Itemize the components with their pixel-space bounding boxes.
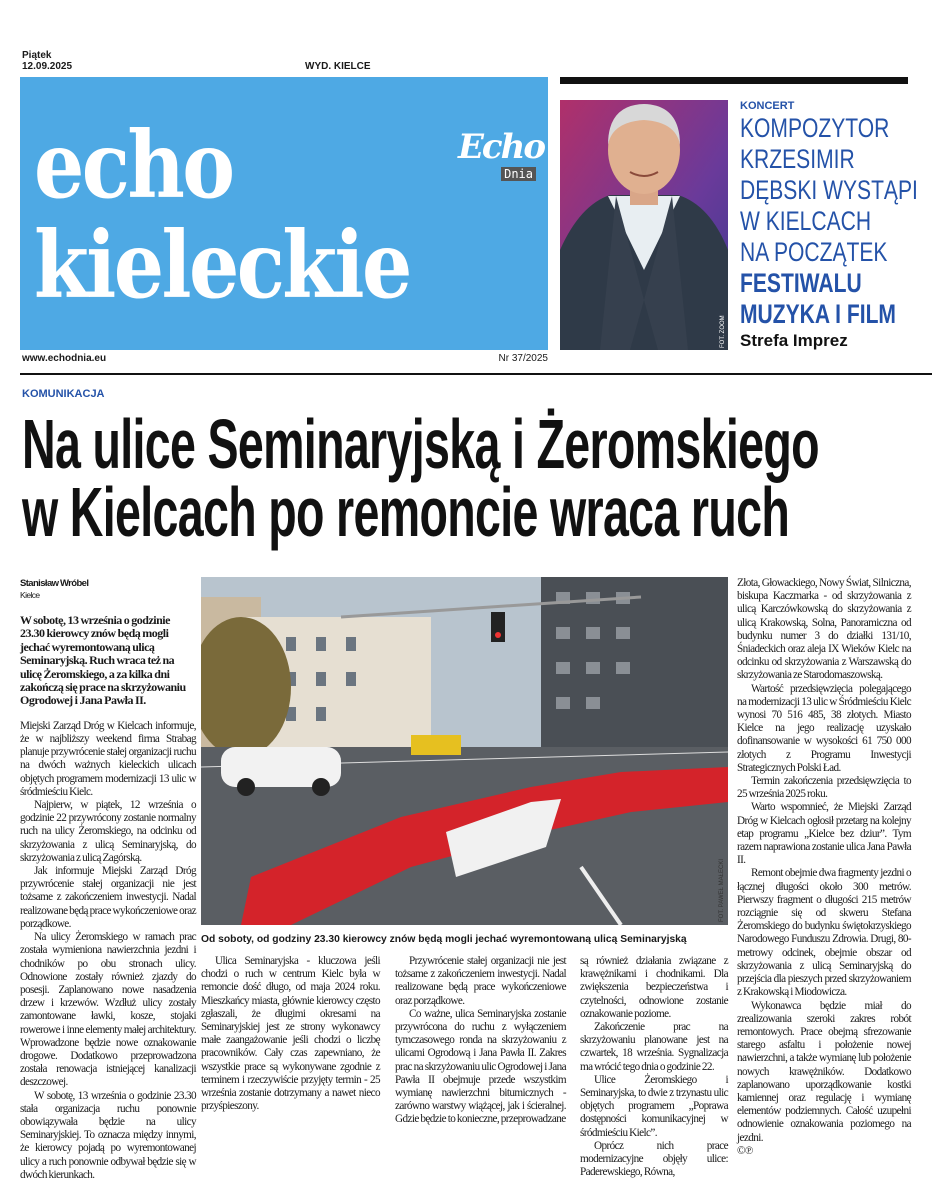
article-paragraph: Miejski Zarząd Dróg w Kielcach informuje, że w najbliższy weekend firma Strabag planuje przywrócenie stałej organizacji ruchu na dwóch ważnych kieleckich ulicach objętych programem modernizacji 13 ulic w śródmieściu Kielc.	[20, 719, 196, 798]
divider	[20, 373, 932, 375]
promo-headline-line: NA POCZĄTEK	[740, 237, 888, 267]
article-paragraph: Zakończenie prac na skrzyżowaniu planowane jest na czwartek, 18 września. Sygnalizacja ma wrócić tego dnia o godzinie 22.	[580, 1021, 728, 1073]
article-headline	[22, 405, 887, 551]
article-column-1	[20, 578, 196, 1182]
composer-photo	[560, 100, 728, 350]
article-column-5	[737, 577, 911, 1158]
article-paragraph: Remont obejmie dwa fragmenty jezdni o łącznej długości około 300 metrów. Pierwszy fragment o długości 215 metrów rozciągnie się od skweru Stefana Żeromskiego do budynku świętokrzyskiego Narodowego Funduszu Zdrowia. Drugi, 80-metrowy odcinek, obejmie obszar od skrzyżowania z ulicą Seminaryjską do przejścia dla pieszych przed skrzyżowaniem z Krakowską i Miodowicza.	[737, 867, 911, 999]
article-paragraph: ©℗	[737, 1144, 753, 1157]
promo-section: Strefa Imprez	[740, 331, 848, 350]
promo-headline-bold-line: MUZYKA I FILM	[740, 299, 896, 329]
weekday: Piątek	[22, 50, 52, 61]
article-column-3	[395, 955, 566, 1127]
article-paragraph: Ulica Seminaryjska - kluczowa jeśli chodzi o ruch w centrum Kielc była w remoncie dość długo, od maja 2024 roku. Mieszkańcy miasta, głównie kierowcy często zgłaszali, że długimi okresami na Seminaryjskiej jest ze strony wykonawcy małe zaangażowanie jeśli chodzi o liczbę pracowników. Cały czas zapewniano, że wszystkie prace są wykonywane zgodnie z terminem i rzeczywiście przyjęty termin - 25 września zostanie dotrzymany a nawet nieco przyśpieszony.	[201, 955, 380, 1113]
logo-word: Echo	[458, 127, 545, 167]
issue-number: Nr 37/2025	[498, 353, 548, 364]
website-link[interactable]: www.echodnia.eu	[22, 353, 107, 364]
author-name: Stanisław Wróbel	[20, 578, 89, 589]
issue-date	[22, 50, 72, 72]
echo-dnia-logo	[458, 127, 545, 185]
concert-teaser[interactable]	[740, 100, 918, 351]
article-paragraph: W sobotę, 13 września o godzinie 23.30 stała organizacja ruchu ponownie obowiązywała będzie na ulicy Seminaryjskiej. To oznacza między innymi, że kierowcy pojadą po wyremontowanej ulicy a ruch ponownie odbywał będzie się w dwóch kierunkach.	[20, 1089, 196, 1181]
promo-headline-bold-line: FESTIWALU	[740, 268, 862, 298]
edition-label: WYD. KIELCE	[305, 61, 371, 72]
promo-headline-line: W KIELCACH	[740, 206, 872, 236]
article-paragraph: Oprócz nich prace modernizacyjne objęły ulice: Paderewskiego, Równa,	[580, 1139, 728, 1179]
top-rule	[560, 77, 908, 84]
masthead-word-echo: echo	[34, 111, 233, 219]
article-paragraph: Najpierw, w piątek, 12 września o godzinie 22 przywrócony zostanie normalny ruch na ulicy Żeromskiego, na odcinku od skrzyżowania z ulicą Seminaryjską, do skrzyżowania z ulicą Zagórską.	[20, 799, 196, 864]
date: 12.09.2025	[22, 61, 73, 72]
logo-sub: Dnia	[501, 167, 536, 181]
masthead	[20, 77, 548, 350]
headline-line: w Kielcach po remoncie wraca ruch	[22, 473, 790, 551]
article-paragraph: Jak informuje Miejski Zarząd Dróg przywrócenie stałej organizacji nie jest tożsame z zakończeniem inwestycji. Nadal realizowane będą prace wykończeniowe oraz porządkowe.	[20, 865, 196, 930]
photo-caption: Od soboty, od godziny 23.30 kierowcy znów będą mogli jechać wyremontowaną ulicą Seminaryjską	[201, 934, 687, 945]
article-lead: W sobotę, 13 września o godzinie 23.30 kierowcy znów będą mogli jechać wyremontowaną ulicą Seminaryjską. Ruch wraca też na ulicę Żeromskiego, a za kilka dni zakończą się prace na skrzyżowaniu Ogrodowej i Jana Pawła II.	[20, 613, 186, 708]
author-location: Kielce	[20, 590, 40, 600]
article-paragraph: Ulice Żeromskiego i Seminaryjska, to dwie z trzynastu ulic objętych programem „Poprawa dostępności komunikacyjnej w śródmieściu Kielc”.	[580, 1073, 728, 1139]
article-photo	[201, 577, 728, 925]
promo-headline-line: KOMPOZYTOR	[740, 113, 890, 143]
headline-line: Na ulice Seminaryjską i Żeromskiego	[22, 405, 819, 483]
promo-kicker: KONCERT	[740, 100, 795, 112]
article-column-4	[580, 955, 728, 1179]
article-paragraph: Wartość przedsięwzięcia polegającego na modernizacji 13 ulic w Śródmieściu Kielc wynosi 70 516 485, 38 złotych. Miasto Kielce na jego realizację uzyskało dofinansowanie w wysokości 61 750 000 złotych z Programu Inwestycji Strategicznych Polski Ład.	[737, 682, 911, 774]
promo-headline-line: KRZESIMIR	[740, 144, 855, 174]
article-paragraph: Wykonawca będzie miał do zrealizowania szeroki zakres robót remontowych. Prace obejmą sfrezowanie starego asfaltu i położenie nowej nawierzchni, a także wymianę lub położenie nowych krawężników. Dodatkowo zaplanowano uporządkowanie kostki kamiennej oraz regulację i wymianę elementów podziemnych. Całość uzupełni odnowienie oznakowania poziomego na jezdni.	[737, 999, 911, 1144]
article-paragraph: Złota, Głowackiego, Nowy Świat, Silniczna, biskupa Kaczmarka - od skrzyżowania z ulicą Karczówkowską do skrzyżowania z ulicą Krakowską, Solna, Panoramiczna od budynku numer 3 do działki 131/10, Śniadeckich oraz aleja IX Wieków Kielc na odcinku od skrzyżowania z Warszawską do skrzyżowania ze Starodomaszowską.	[737, 577, 911, 682]
article-paragraph: Warto wspomnieć, że Miejski Zarząd Dróg w Kielcach ogłosił przetarg na kolejny etap programu „Kielce bez dziur”. Tym razem naprawiona zostanie ulica Jana Pawła II.	[737, 801, 911, 867]
article-paragraph: Termin zakończenia przedsięwzięcia to 25 września 2025 roku.	[737, 775, 911, 801]
section-label: KOMUNIKACJA	[22, 388, 105, 400]
article-paragraph: są również działania związane z krawężnikami i chodnikami. Dla zwiększenia bezpieczeństwa i czytelności, odnowione zostanie oznakowanie poziome.	[580, 955, 728, 1020]
article-photo-credit: FOT. PAWEŁ MAŁECKI	[719, 858, 725, 922]
article-column-2	[201, 955, 380, 1113]
promo-photo-credit: FOT. ZOOM	[720, 315, 726, 348]
article-paragraph: Co ważne, ulica Seminaryjska zostanie przywrócona do ruchu z wyłączeniem tymczasowego ronda na skrzyżowaniu z ulicami Ogrodową i Jana Pawła II. Zakres prac na skrzyżowaniu ulic Ogrodowej i Jana Pawła II obejmuje przede wszystkim wymianę nawierzchni bitumicznych - zarówno warstwy wiążącej, jak i ścieralnej. Gdzie będzie to konieczne, przeprowadzane	[395, 1007, 566, 1126]
promo-headline-line: DĘBSKI WYSTĄPI	[740, 175, 918, 205]
masthead-word-kieleckie: kieleckie	[34, 211, 410, 319]
article-paragraph: Przywrócenie stałej organizacji nie jest tożsame z zakończeniem inwestycji. Nadal realizowane będą prace wykończeniowe oraz porządkowe.	[395, 955, 566, 1007]
article-paragraph: Na ulicy Żeromskiego w ramach prac została wymieniona nawierzchnia jezdni i chodników po obu stronach ulicy. Odnowione zostały również zjazdy do posesji. Zaplanowano nowe nasadzenia drzew i krzewów. Wzdłuż ulicy zostały zamontowane ławki, kosze, stojaki rowerowe i inne elementy małej architektury. Wprowadzone będzie nowe oznakowanie drogowe. Dodatkowo przeprowadzona została renowacja istniejącej kanalizacji deszczowej.	[20, 931, 196, 1089]
